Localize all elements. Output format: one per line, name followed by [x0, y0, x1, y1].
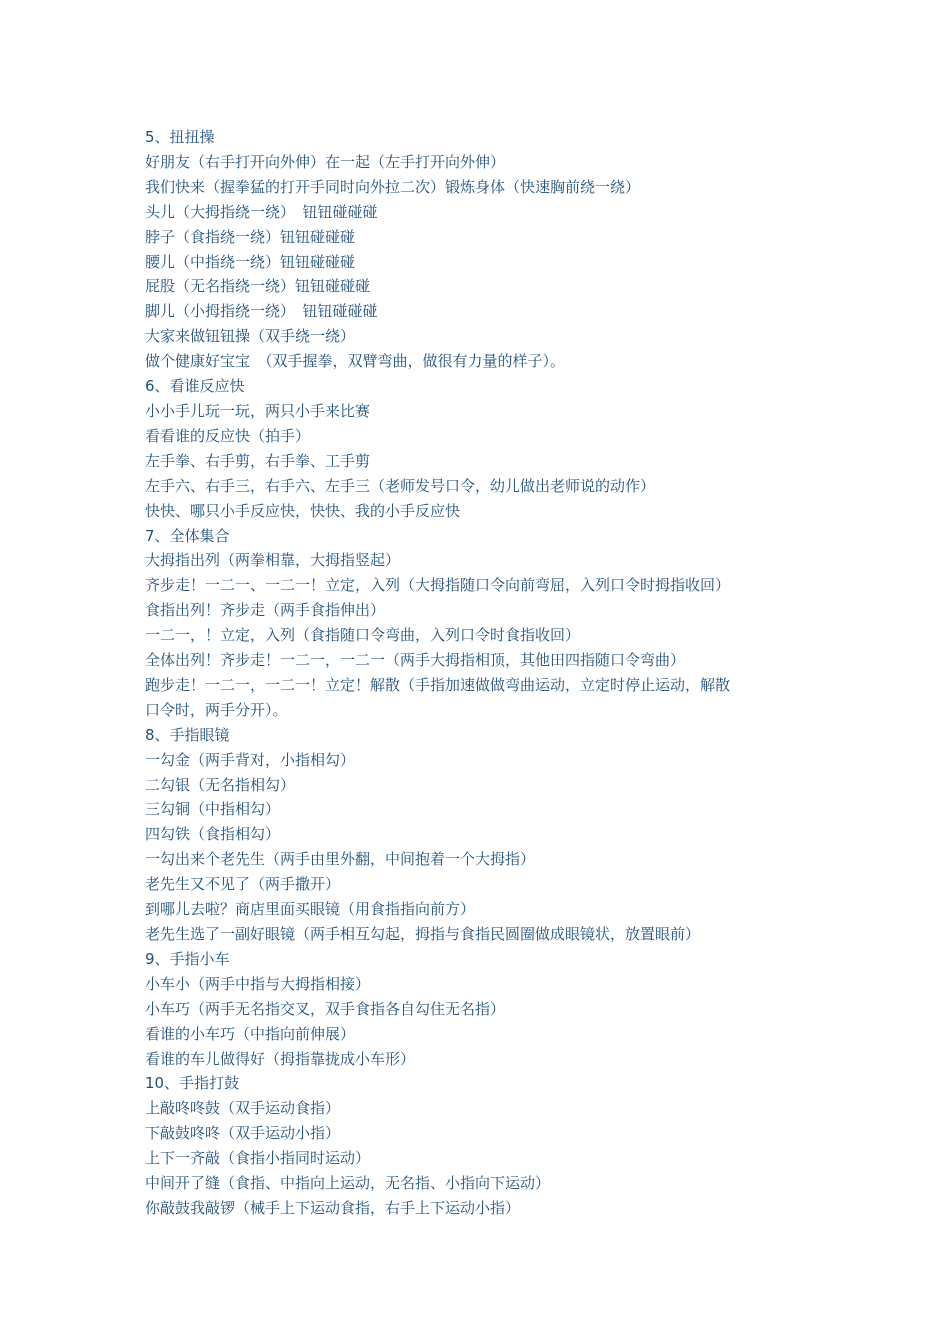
section-heading: 8、手指眼镜: [145, 725, 230, 744]
section-heading: 7、全体集合: [145, 526, 230, 545]
text-line: 齐步走！一二一、一二一！立定，入列（大拇指随口令向前弯屈，入列口令时拇指收回）: [145, 576, 731, 595]
text-line: 三勾铜（中指相勾）: [145, 800, 281, 819]
text-line: 上下一齐敲（食指小指同时运动）: [145, 1149, 371, 1168]
text-line: 小车小（两手中指与大拇指相接）: [145, 974, 371, 993]
section-heading: 6、看谁反应快: [145, 377, 245, 396]
text-line: 做个健康好宝宝 （双手握拳，双臂弯曲，做很有力量的样子）。: [145, 352, 566, 371]
text-line: 一勾出来个老先生（两手由里外翻，中间抱着一个大拇指）: [145, 850, 536, 869]
text-line: 我们快来（握拳猛的打开手同时向外拉二次）锻炼身体（快速胸前绕一绕）: [145, 177, 641, 196]
text-line: 四勾铁（食指相勾）: [145, 825, 281, 844]
section-heading: 10、手指打鼓: [145, 1074, 240, 1093]
text-line: 左手六、右手三，右手六、左手三（老师发号口令，幼儿做出老师说的动作）: [145, 476, 656, 495]
document-body: [145, 125, 845, 1221]
text-line: 快快、哪只小手反应快，快快、我的小手反应快: [145, 501, 461, 520]
text-line: 中间开了缝（食指、中指向上运动，无名指、小指向下运动）: [145, 1174, 551, 1193]
text-line: 二勾银（无名指相勾）: [145, 775, 296, 794]
text-line: 全体出列！齐步走！一二一，一二一（两手大拇指相顶，其他田四指随口令弯曲）: [145, 651, 686, 670]
text-line: 好朋友（右手打开向外伸）在一起（左手打开向外伸）: [145, 152, 506, 171]
text-line: 下敲鼓咚咚（双手运动小指）: [145, 1124, 341, 1143]
text-line: 看看谁的反应快（拍手）: [145, 426, 311, 445]
text-line: 大家来做钮钮操（双手绕一绕）: [145, 327, 356, 346]
text-line: 看谁的车儿做得好（拇指靠拢成小车形）: [145, 1049, 416, 1068]
text-line: 一勾金（两手背对，小指相勾）: [145, 750, 356, 769]
text-line: 小车巧（两手无名指交叉，双手食指各自勾住无名指）: [145, 999, 506, 1018]
text-line: 腰儿（中指绕一绕）钮钮碰碰碰: [145, 252, 356, 271]
text-line: 跑步走！一二一，一二一！立定！解散（手指加速做做弯曲运动，立定时停止运动，解散: [145, 675, 731, 694]
text-line: 小小手儿玩一玩，两只小手来比赛: [145, 401, 371, 420]
text-line: 食指出列！齐步走（两手食指伸出）: [145, 601, 386, 620]
text-line: 看谁的小车巧（中指向前伸展）: [145, 1024, 356, 1043]
text-line: 大拇指出列（两拳相靠，大拇指竖起）: [145, 551, 401, 570]
text-line: 一二一，！立定，入列（食指随口令弯曲，入列口令时食指收回）: [145, 626, 581, 645]
text-line: 口令时，两手分开）。: [145, 700, 288, 719]
text-line: 脚儿（小拇指绕一绕） 钮钮碰碰碰: [145, 302, 378, 321]
text-line: 头儿（大拇指绕一绕） 钮钮碰碰碰: [145, 202, 378, 221]
text-line: 老先生选了一副好眼镜（两手相互勾起，拇指与食指民圆圈做成眼镜状，放置眼前）: [145, 925, 701, 943]
text-line: 屁股（无名指绕一绕）钮钮碰碰碰: [145, 277, 371, 296]
text-line: 上敲咚咚鼓（双手运动食指）: [145, 1099, 341, 1118]
section-heading: 5、扭扭操: [145, 128, 215, 146]
text-line: 你敲鼓我敲锣（械手上下运动食指，右手上下运动小指）: [145, 1198, 521, 1217]
text-line: 左手拳、右手剪，右手拳、工手剪: [145, 451, 371, 470]
text-line: 脖子（食指绕一绕）钮钮碰碰碰: [145, 227, 356, 246]
text-line: 到哪儿去啦？商店里面买眼镜（用食指指向前方）: [145, 900, 476, 919]
section-heading: 9、手指小车: [145, 949, 230, 968]
text-line: 老先生又不见了（两手撒开）: [145, 875, 341, 894]
